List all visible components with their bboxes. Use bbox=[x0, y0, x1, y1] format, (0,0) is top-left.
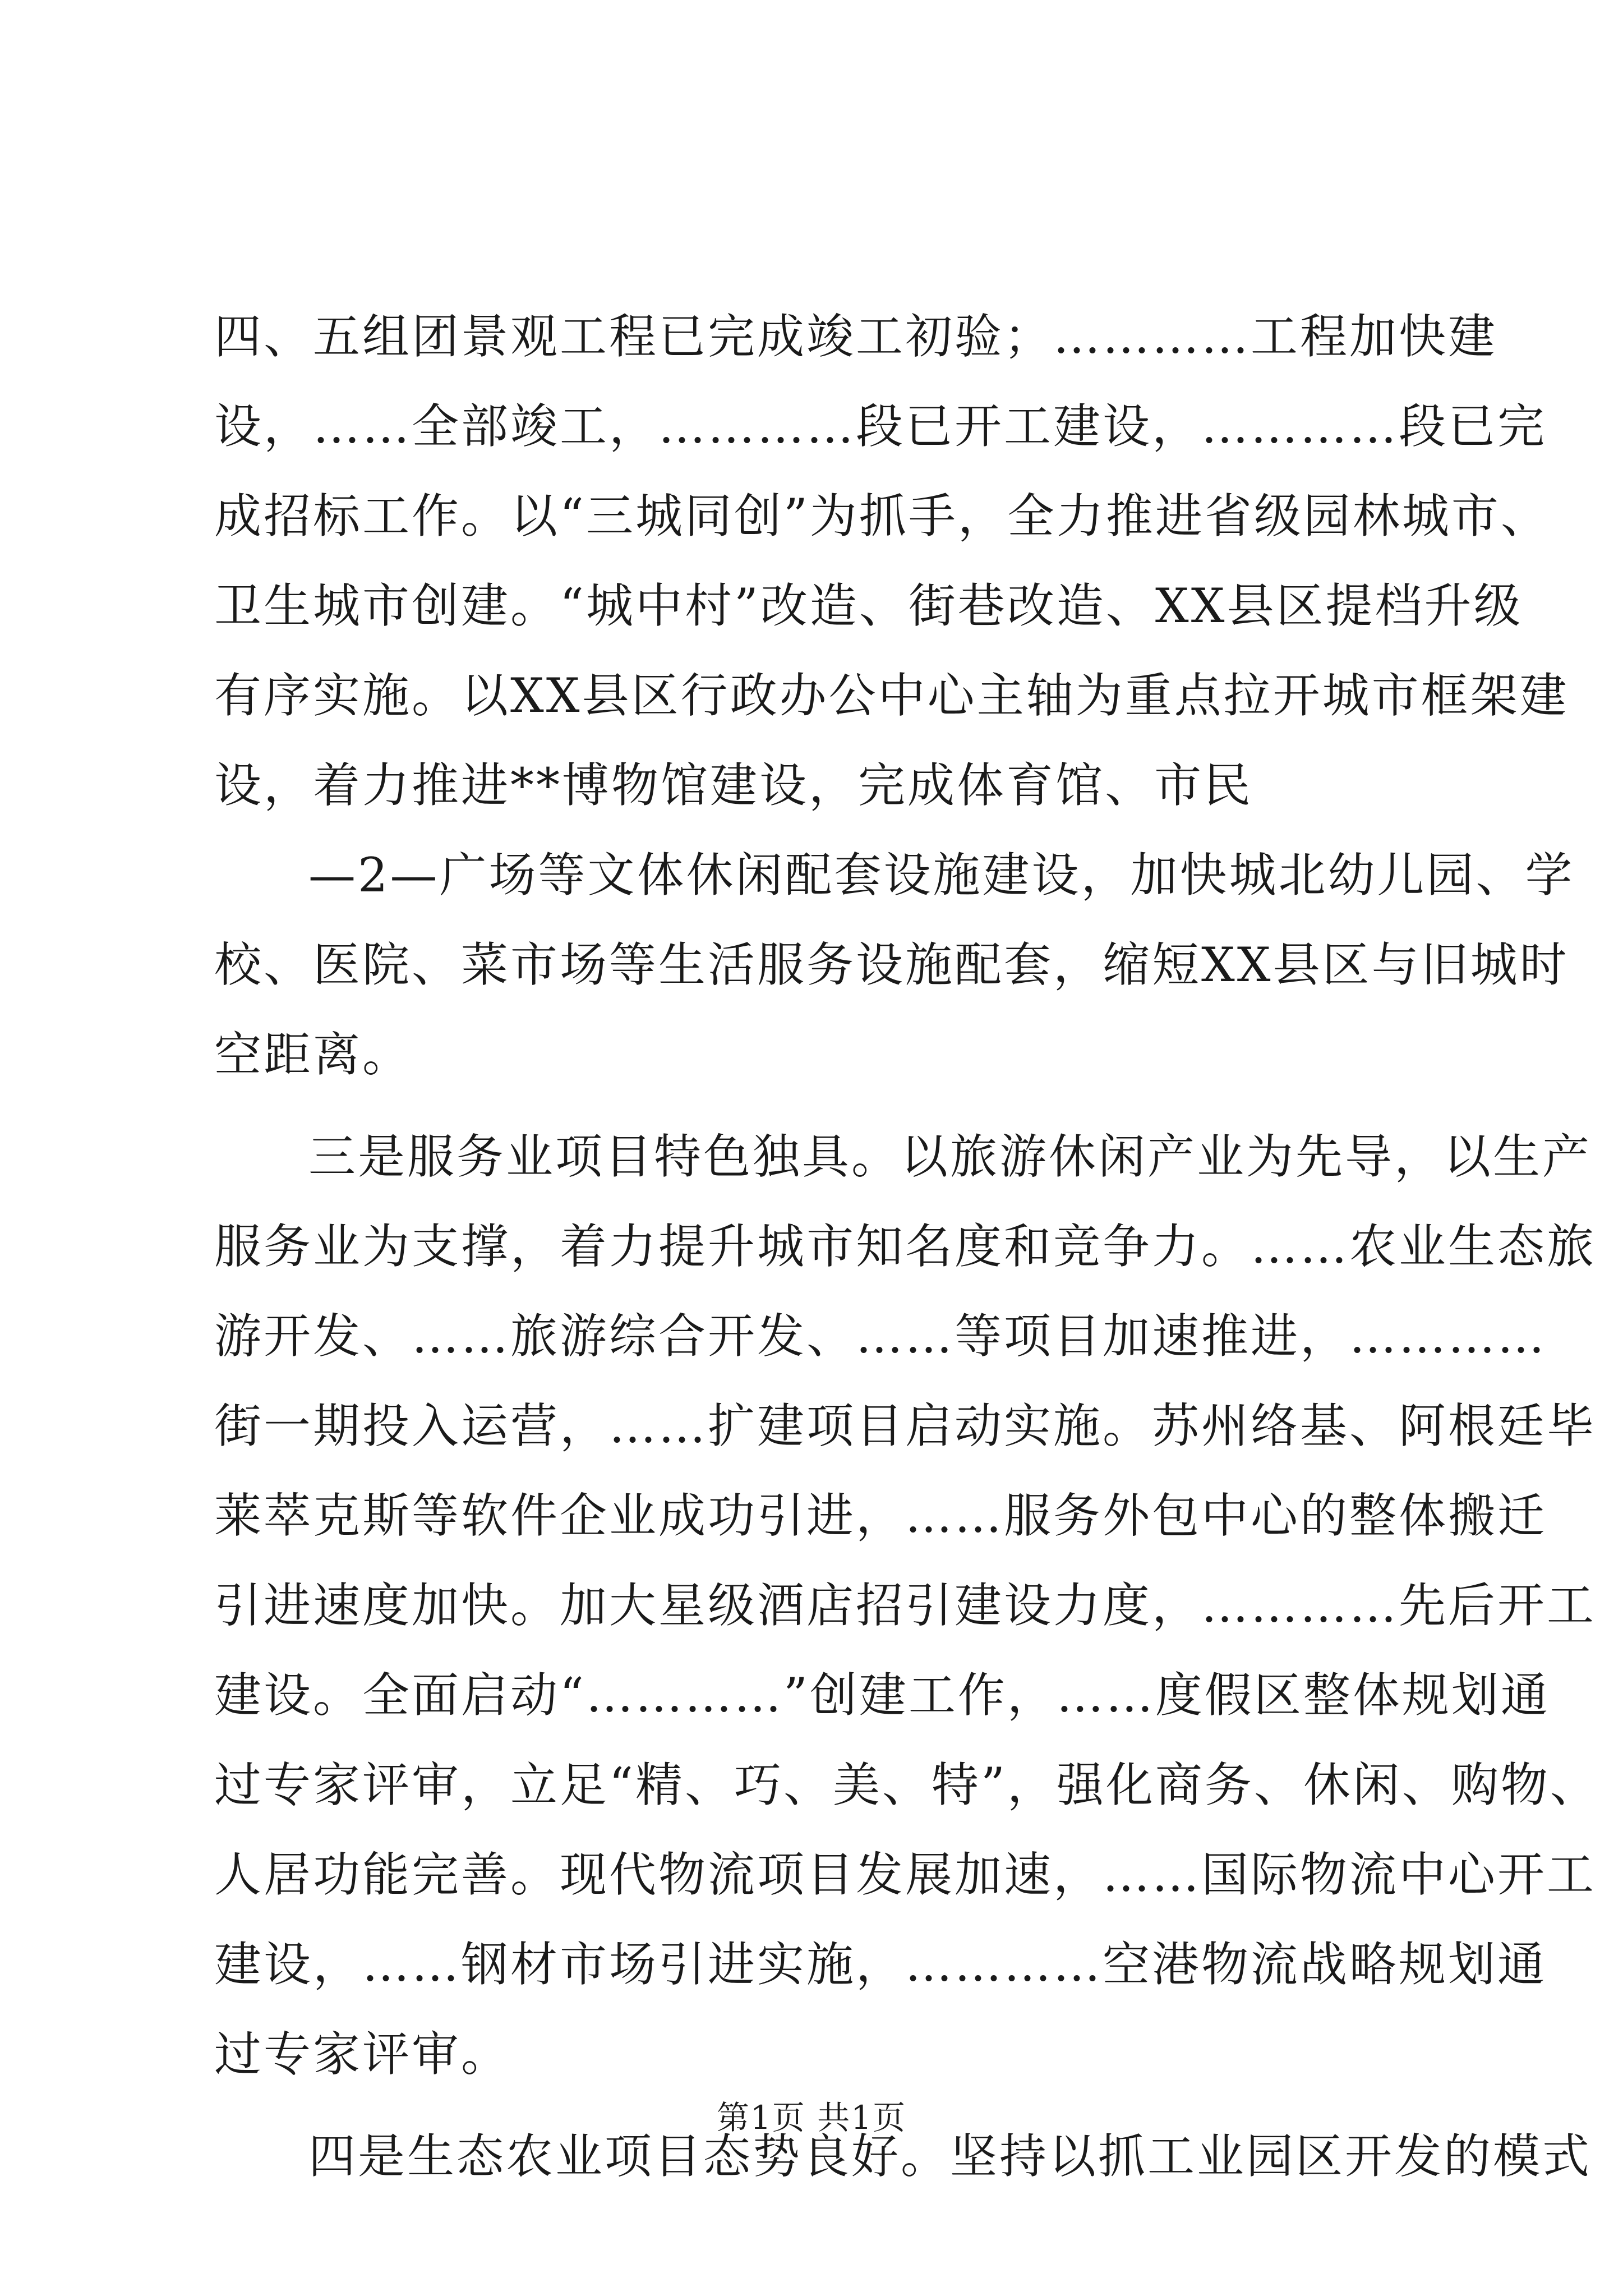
page-number-footer: 第1页 共1页 bbox=[716, 2099, 907, 2137]
text-line: 引进速度加快。加大星级酒店招引建设力度，…………先后开工 bbox=[214, 1578, 1597, 1633]
text-line: 过专家评审，立足“精、巧、美、特”，强化商务、休闲、购物、 bbox=[214, 1757, 1599, 1812]
text-line: 街一期投入运营，……扩建项目启动实施。苏州络基、阿根廷毕 bbox=[214, 1398, 1597, 1453]
text-line: 三是服务业项目特色独具。以旅游休闲产业为先导，以生产 bbox=[308, 1129, 1592, 1184]
text-line: 设，着力推进**博物馆建设，完成体育馆、市民 bbox=[214, 758, 1253, 813]
text-line: —2—广场等文体休闲配套设施建设，加快城北幼儿园、学 bbox=[308, 848, 1575, 903]
text-line: 游开发、……旅游综合开发、……等项目加速推进，………… bbox=[214, 1309, 1547, 1364]
document-body bbox=[214, 292, 1599, 2201]
text-line: 校、医院、菜市场等生活服务设施配套，缩短XX县区与旧城时 bbox=[214, 937, 1569, 992]
text-line: 有序实施。以XX县区行政办公中心主轴为重点拉开城市框架建 bbox=[214, 668, 1569, 723]
text-line: 人居功能完善。现代物流项目发展加速，……国际物流中心开工 bbox=[214, 1847, 1597, 1902]
text-line: 莱萃克斯等软件企业成功引进，……服务外包中心的整体搬迁 bbox=[214, 1488, 1547, 1543]
text-line: 四、五组团景观工程已完成竣工初验；…………工程加快建 bbox=[214, 309, 1498, 364]
text-line: 空距离。 bbox=[214, 1027, 412, 1082]
text-line: 设，……全部竣工，…………段已开工建设，…………段已完 bbox=[214, 399, 1547, 454]
text-line: 建设。全面启动“…………”创建工作，……度假区整体规划通 bbox=[214, 1668, 1550, 1723]
text-line: 卫生城市创建。“城中村”改造、街巷改造、XX县区提档升级 bbox=[214, 578, 1523, 633]
text-line: 四是生态农业项目态势良好。坚持以抓工业园区开发的模式 bbox=[308, 2129, 1592, 2184]
text-line: 成招标工作。以“三城同创”为抓手，全力推进省级园林城市、 bbox=[214, 489, 1550, 544]
text-line: 建设，……钢材市场引进实施，…………空港物流战略规划通 bbox=[214, 1937, 1547, 1992]
text-line: 服务业为支撑，着力提升城市知名度和竞争力。……农业生态旅 bbox=[214, 1219, 1597, 1274]
text-line: 过专家评审。 bbox=[214, 2027, 511, 2082]
